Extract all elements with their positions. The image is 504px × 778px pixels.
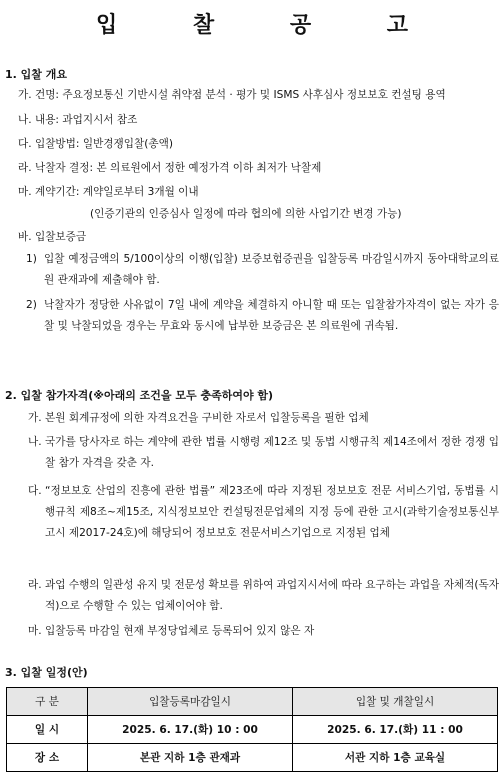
s1-item-decision: 라. 낙찰자 결정: 본 의료원에서 정한 예정가격 이하 최저가 낙찰제 <box>18 162 322 174</box>
table-header-cell: 입찰등록마감일시 <box>88 688 293 716</box>
s2-b-text: 국가를 당사자로 하는 계약에 관한 법률 시행령 제12조 및 동법 시행규칙 제14조에서 정한 경쟁 입찰 참가 자격을 갖춘 자. <box>45 436 499 469</box>
section-2-heading: 2. 입찰 참가자격(※아래의 조건을 모두 충족하여야 함) <box>5 389 274 402</box>
table-row <box>7 716 498 744</box>
s1-sub2-number: 2) <box>26 299 37 311</box>
table-cell: 장 소 <box>7 744 88 772</box>
s1-sub1-number: 1) <box>26 253 37 265</box>
s1-sub1-text: 입찰 예정금액의 5/100이상의 이행(입찰) 보증보험증권을 입찰등록 마감일시까지 동아대학교의료원 관재과에 제출해야 함. <box>44 253 499 286</box>
s2-e-text: 입찰등록 마감일 현재 부정당업체로 등록되어 있지 않은 자 <box>45 625 315 637</box>
s1-sub2-text: 낙찰자가 정당한 사유없이 7일 내에 계약을 체결하지 아니할 때 또는 입찰참가자격이 없는 자가 응찰 및 낙찰되었을 경우는 무효와 동시에 납부한 보증금은 본 의료원에 귀속됨. <box>44 299 499 332</box>
s1-item-deposit: 바. 입찰보증금 <box>18 231 87 243</box>
table-cell: 일 시 <box>7 716 88 744</box>
section-3-heading: 3. 입찰 일정(안) <box>5 666 88 679</box>
s2-a-label: 가. <box>28 412 42 424</box>
s1-item-content: 나. 내용: 과업지시서 참조 <box>18 114 138 126</box>
s1-item-period: 마. 계약기간: 계약일로부터 3개월 이내 <box>18 186 199 198</box>
s2-b-label: 나. <box>28 436 42 448</box>
table-cell: 2025. 6. 17.(화) 11 : 00 <box>293 716 498 744</box>
s2-e-label: 마. <box>28 625 42 637</box>
s1-item-name: 가. 건명: 주요정보통신 기반시설 취약점 분석 · 평가 및 ISMS 사후심사 정보보호 컨설팅 용역 <box>18 89 446 101</box>
table-header-cell: 입찰 및 개찰일시 <box>293 688 498 716</box>
section-1-heading: 1. 입찰 개요 <box>5 68 67 81</box>
table-row <box>7 744 498 772</box>
s2-d-text: 과업 수행의 일관성 유지 및 전문성 확보를 위하여 과업지시서에 따라 요구하는 과업을 자체적(독자적)으로 수행할 수 있는 업체이어야 함. <box>45 579 499 612</box>
schedule-table <box>6 687 498 772</box>
table-header-cell: 구 분 <box>7 688 88 716</box>
page-title: 입 찰 공 고 <box>96 12 442 38</box>
s2-c-text: “정보보호 산업의 진흥에 관한 법률” 제23조에 따라 지정된 정보보호 전문 서비스기업, 동법률 시행규칙 제8조~제15조, 지식정보보안 컨설팅전문업체의 지정 등에 관한 고시(과학기술정보통신부 고시 제2017-24호)에 해당되어 정보보호 전문서비스기업으로 지정된 업체 <box>45 485 499 539</box>
s2-c-label: 다. <box>28 485 42 497</box>
table-cell: 서관 지하 1층 교육실 <box>293 744 498 772</box>
s1-item-method: 다. 입찰방법: 일반경쟁입찰(총액) <box>18 138 173 150</box>
table-cell: 본관 지하 1층 관재과 <box>88 744 293 772</box>
s1-item-period-note: (인증기관의 인증심사 일정에 따라 협의에 의한 사업기간 변경 가능) <box>90 208 402 220</box>
table-header-row <box>7 688 498 716</box>
table-cell: 2025. 6. 17.(화) 10 : 00 <box>88 716 293 744</box>
s2-a-text: 본원 회계규정에 의한 자격요건을 구비한 자로서 입찰등록을 필한 업체 <box>45 412 369 424</box>
s2-d-label: 라. <box>28 579 42 591</box>
